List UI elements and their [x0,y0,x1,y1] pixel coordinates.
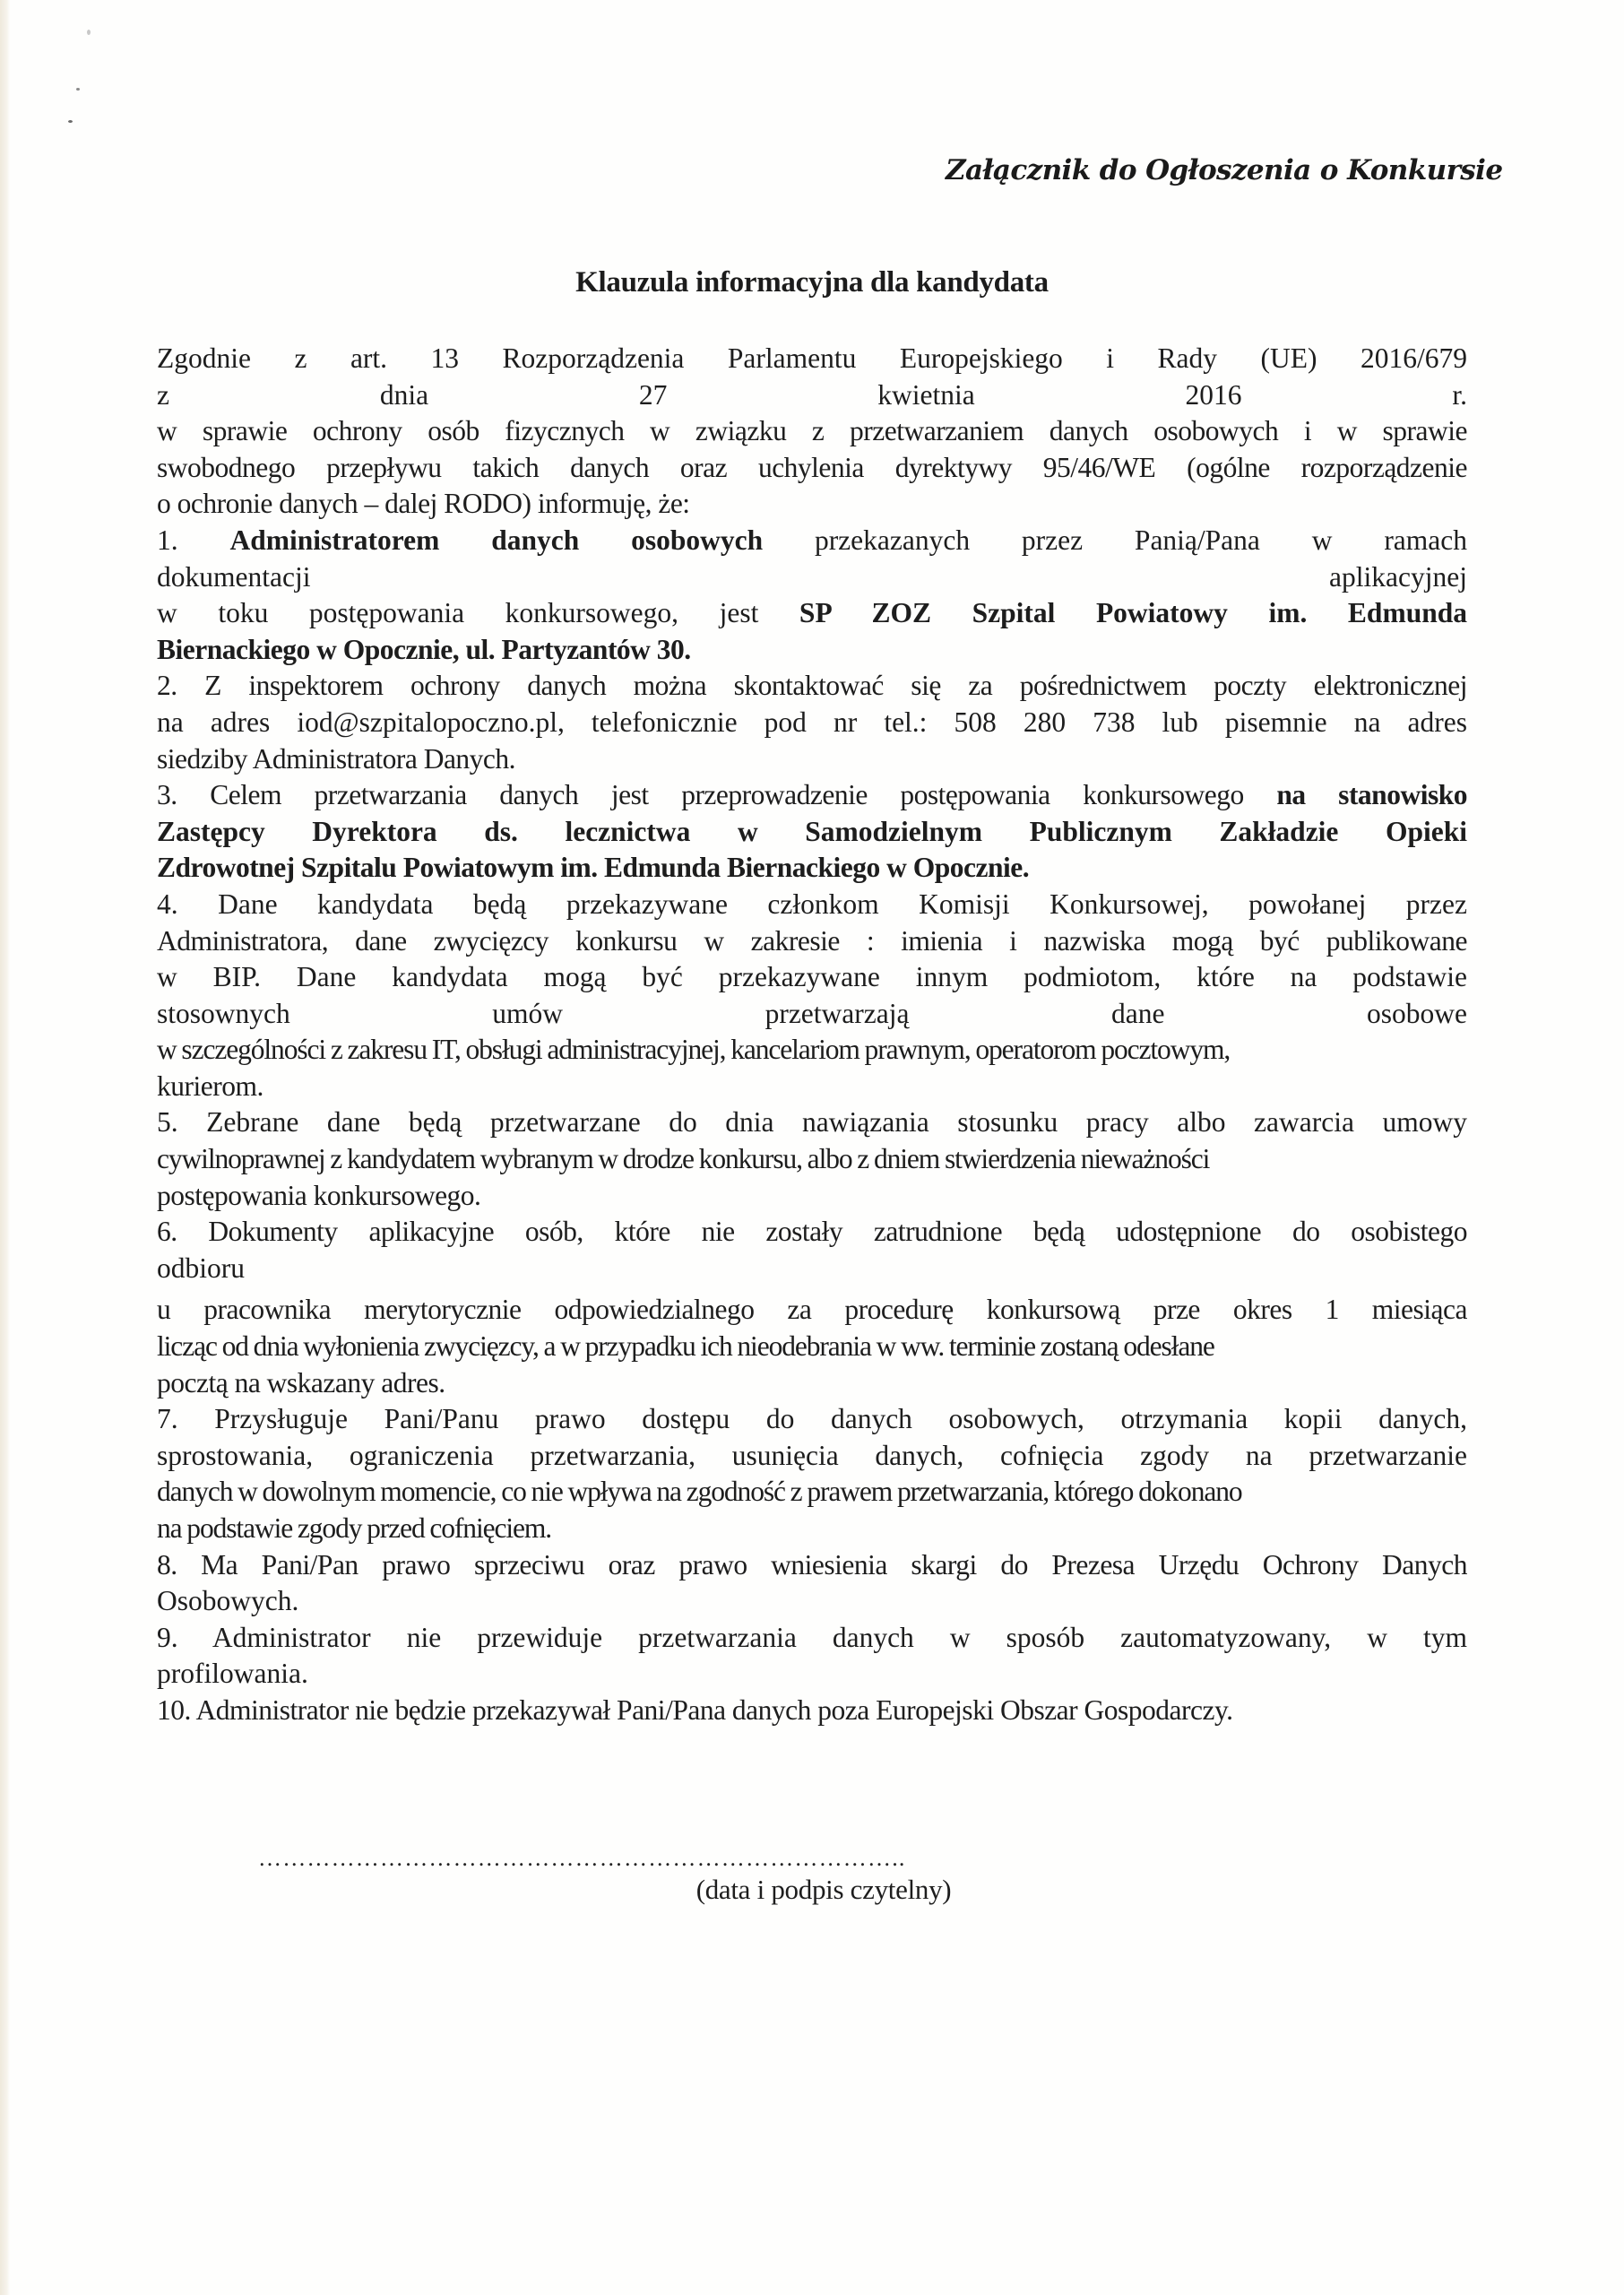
signature-caption: (data i podpis czytelny) [695,1874,952,1905]
clause-item-8 [157,1547,1467,1620]
scan-speck [87,30,91,35]
clause-line: Osobowych. [157,1585,299,1617]
clause-line [157,595,1467,632]
clause-item-10 [157,1693,1467,1729]
clause-line: sprostowania, ograniczenia przetwarzania, usunięcia danych, cofnięcia zgody na przetwarzanie [157,1439,1467,1471]
clause-line: 2. Z inspektorem ochrony danych można skontaktować się za pośrednictwem poczty elektronicznej [157,670,1467,702]
clause-line: 5. Zebrane dane będą przetwarzane do dnia nawiązania stosunku pracy albo zawarcia umowy [157,1106,1467,1139]
clause-line: 10. Administrator nie będzie przekazywał Pani/Pana danych poza Europejski Obszar Gospodarczy. [157,1693,1233,1726]
clause-line: w szczególności z zakresu IT, obsługi administracyjnej, kancelariom prawnym, operatorom pocztowym, [157,1034,1231,1066]
clause-line: Administratora, dane zwycięzcy konkursu w zakresie : imienia i nazwiska mogą być publikowane [157,924,1467,957]
document-title: Klauzula informacyjna dla kandydata [575,266,1049,299]
scan-speck [76,88,80,91]
clause-line [157,777,1467,814]
clause-item-4 [157,887,1467,1105]
clause-line: Zastępcy Dyrektora ds. lecznictwa w Samodzielnym Publicznym Zakładzie Opieki [157,815,1467,847]
clause-line: dokumentacji aplikacyjnej [157,560,1467,593]
intro-line: o ochronie danych – dalej RODO) informuję, że: [157,488,690,520]
clause-line: cywilnoprawnej z kandydatem wybranym w drodze konkursu, albo z dniem stwierdzenia nieważności [157,1143,1210,1175]
document-body [157,341,1467,1729]
clause-line: odbioru [157,1251,245,1284]
clause-item-7 [157,1401,1467,1546]
intro-line: z dnia 27 kwietnia 2016 r. [157,378,1467,411]
item-number: 1. [157,524,178,556]
clause-line: na podstawie zgody przed cofnięciem. [157,1512,552,1544]
intro-line: swobodnego przepływu takich danych oraz uchylenia dyrektywy 95/46/WE (ogólne rozporządzenie [157,451,1467,483]
intro-paragraph [157,341,1467,523]
intro-line: w sprawie ochrony osób fizycznych w związku z przetwarzaniem danych osobowych i w sprawie [157,415,1467,447]
clause-line: postępowania konkursowego. [157,1179,481,1211]
bold-text: na stanowisko [1276,779,1467,811]
clause-item-6 [157,1214,1467,1401]
clause-line: Zdrowotnej Szpitalu Powiatowym im. Edmunda Biernackiego w Opocznie. [157,852,1030,884]
scan-edge-shadow [0,0,10,2295]
clause-line: 9. Administrator nie przewiduje przetwarzania danych w sposób zautomatyzowany, w tym [157,1621,1467,1653]
clause-line [157,523,1467,559]
clause-line: danych w dowolnym momencie, co nie wpływa na zgodność z prawem przetwarzania, którego dokonano [157,1476,1242,1508]
signature-line: …………………………………………………………………….. [258,1845,906,1871]
clause-line: u pracownika merytorycznie odpowiedzialnego za procedurę konkursową prze okres 1 miesiąca [157,1294,1467,1326]
clause-line: stosownych umów przetwarzają dane osobowe [157,997,1467,1029]
clause-line: siedziby Administratora Danych. [157,742,516,775]
bold-text: SP ZOZ Szpital Powiatowy im. Edmunda [799,597,1467,629]
scan-speck [68,120,73,123]
clause-line: na adres iod@szpitalopoczno.pl, telefonicznie pod nr tel.: 508 280 738 lub pisemnie na adres [157,706,1467,738]
clause-line: pocztą na wskazany adres. [157,1366,445,1399]
bold-text: Administratorem danych osobowych [229,524,764,556]
clause-text: przekazanych przez Panią/Pana w ramach [814,524,1467,556]
clause-line: 6. Dokumenty aplikacyjne osób, które nie zostały zatrudnione będą udostępnione do osobistego [157,1216,1467,1248]
clause-line: Biernackiego w Opocznie, ul. Partyzantów 30. [157,633,691,665]
clause-item-5 [157,1104,1467,1214]
clause-text: 3. Celem przetwarzania danych jest przeprowadzenie postępowania konkursowego [157,779,1244,811]
clause-item-9 [157,1620,1467,1693]
annex-header: Załącznik do Ogłoszenia o Konkursie [946,154,1503,186]
clause-line: kurierom. [157,1070,263,1102]
clause-line: w BIP. Dane kandydata mogą być przekazywane innym podmiotom, które na podstawie [157,961,1467,993]
clause-line: licząc od dnia wyłonienia zwycięzcy, a w przypadku ich nieodebrania w ww. terminie zostaną odesłane [157,1330,1214,1363]
clause-line: 7. Przysługuje Pani/Panu prawo dostępu do danych osobowych, otrzymania kopii danych, [157,1403,1467,1435]
clause-line: profilowania. [157,1658,308,1690]
clause-line: 8. Ma Pani/Pan prawo sprzeciwu oraz prawo wniesienia skargi do Prezesa Urzędu Ochrony Danych [157,1548,1467,1581]
clause-line: 4. Dane kandydata będą przekazywane członkom Komisji Konkursowej, powołanej przez [157,888,1467,920]
clause-item-2 [157,668,1467,777]
clause-item-3 [157,777,1467,887]
clause-item-1 [157,523,1467,668]
intro-line: Zgodnie z art. 13 Rozporządzenia Parlamentu Europejskiego i Rady (UE) 2016/679 [157,342,1467,374]
clause-text: w toku postępowania konkursowego, jest [157,597,759,629]
